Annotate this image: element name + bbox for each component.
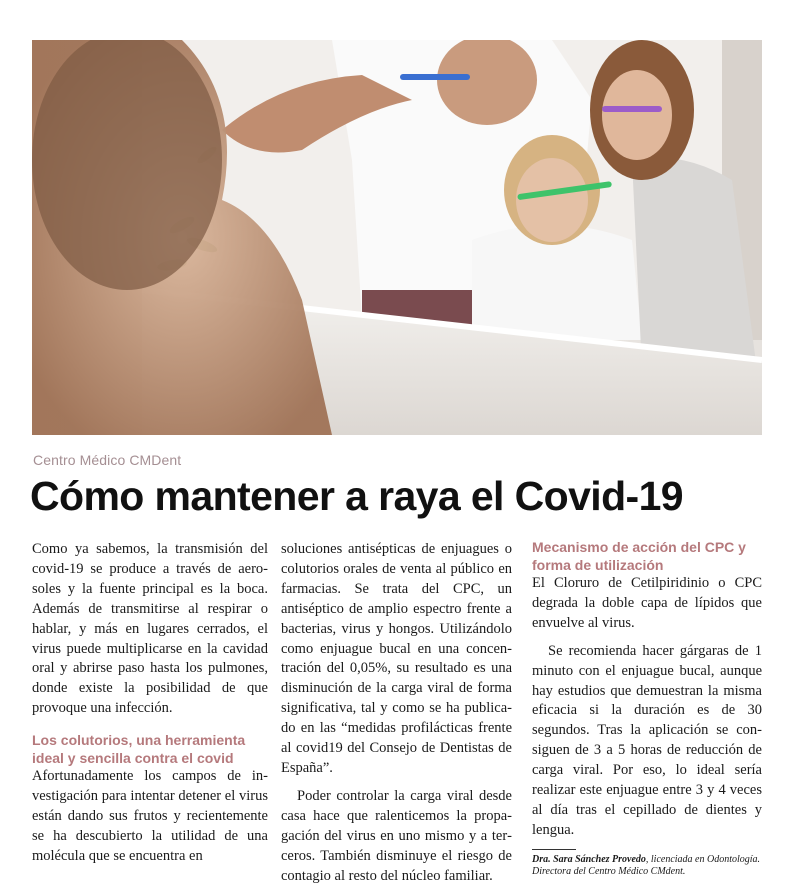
- article-photo: [32, 40, 762, 435]
- article-column-3: [532, 540, 762, 878]
- article-headline: Cómo mantener a raya el Covid-19: [30, 473, 683, 519]
- article-column-1: [32, 540, 268, 867]
- paragraph: El Cloruro de Cetilpiridinio o CPC degrada la doble capa de lípidos que envuelve al virus.: [532, 575, 762, 631]
- paragraph: Afortunadamente los campos de investigación para intentar detener el virus están dando sus frutos y recientemente se ha descubierto la utilidad de una molécula que se encuentra en: [32, 768, 268, 864]
- article-kicker: Centro Médico CMDent: [33, 452, 182, 468]
- author-signature: [532, 854, 762, 878]
- paragraph: Poder controlar la carga viral desde casa hace que ralenticemos la propagación del virus en uno mismo y a terceros. También disminuye el riesgo de contagio al resto del núcleo familiar.: [281, 787, 512, 884]
- paragraph: Como ya sabemos, la transmisión del covid-19 se produce a través de aerosoles y la fuente principal es la boca. Además de transmitirse al respirar o hablar, y más en lugares cerrados, el virus puede multiplicarse en la cavidad oral y abrirse paso hasta los pulmones, donde existe la posibilidad de que provoque una infección.: [32, 541, 268, 717]
- paragraph: soluciones antisépticas de enjuagues o colutorios orales de venta al público en farmacias. Se trata del CPC, un antiséptico de amplio espectro frente a bacterias, virus y hongos. Utilizándolo como enjuague bucal en una concentración del 0,05%, su resultado es una disminución de la carga viral de forma significativa, tal y como se ha publicado en las “medidas profilácticas frente al covid19 del Consejo de Dentistas de España”.: [281, 541, 512, 776]
- signature-divider: [532, 849, 576, 850]
- subheading: Los colutorios, una herramienta ideal y sencilla contra el covid: [32, 732, 246, 767]
- paragraph: Se recomienda hacer gárgaras de 1 minuto con el enjuague bucal, aunque hay estudios que demuestran la misma eficacia si la duración es de 30 segundos. Tras la aplicación se consiguen de 3 a 5 horas de reducción de carga viral. Por eso, lo ideal sería realizar este enjuague entre 3 y 4 veces al día tras el cepillado de dientes y lengua.: [532, 642, 762, 838]
- subheading: Mecanismo de acción del CPC y forma de utilización: [532, 539, 746, 573]
- family-brushing-teeth-illustration: [32, 40, 762, 435]
- author-name: Dra. Sara Sánchez Provedo: [532, 853, 646, 865]
- article-column-2: [281, 540, 512, 886]
- author-credentials: , licenciada en Odontología. Directora del Centro Médico CMdent.: [532, 853, 761, 877]
